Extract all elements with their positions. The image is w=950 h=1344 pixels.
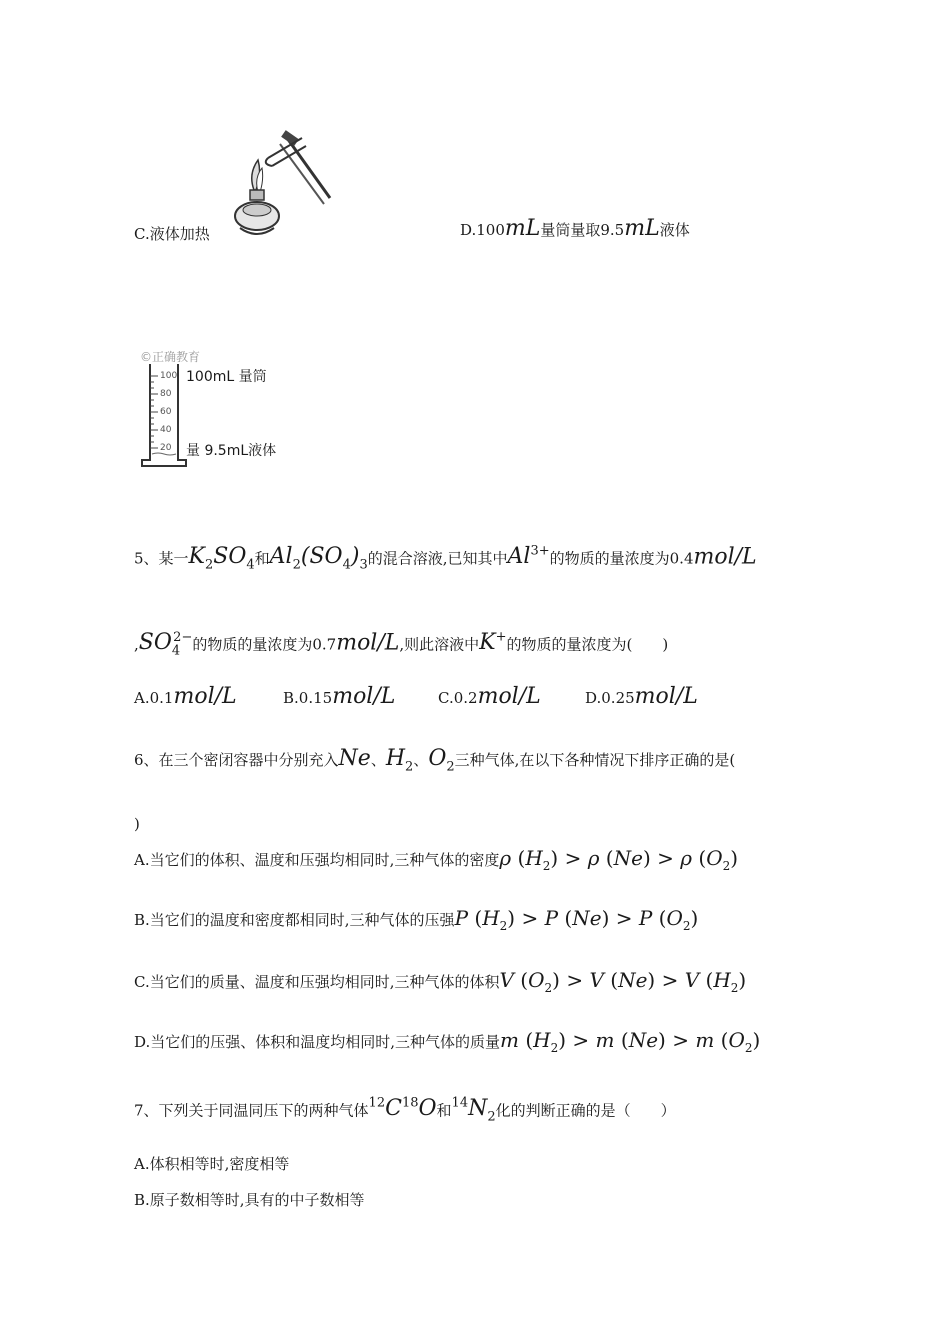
formula-al3plus: $Al^{3+}$ <box>507 544 550 570</box>
q7-option-b: B.原子数相等时,具有的中子数相等 <box>134 1191 365 1209</box>
q5-text-h: 的物质的量浓度为( ) <box>506 635 669 654</box>
cylinder-watermark: ©正确教育 <box>140 350 201 364</box>
q5-stem-line1 <box>134 544 757 573</box>
q6-option-c <box>134 968 746 995</box>
q6-sep-1: 、 <box>370 751 386 769</box>
q5-option-c-label: C.0.2 <box>438 689 478 707</box>
q4-option-c-label: C.液体加热 <box>134 225 210 243</box>
q6-option-b-formula: P $(H_2) > P$ (Ne) > P $(O_2)$ <box>454 906 699 933</box>
q6-stem-line1 <box>134 746 735 774</box>
formula-o2: $O_2$ <box>428 746 455 775</box>
q5-option-a-label: A.0.1 <box>134 689 174 707</box>
q5-option-d <box>585 684 698 709</box>
q4-option-d <box>460 216 690 241</box>
q5-unit-1: mol/L <box>693 544 757 570</box>
q5-option-c <box>438 684 541 709</box>
liquid-heating-apparatus-image <box>232 130 336 242</box>
formula-k2so4: $K_2SO_4$ <box>188 544 255 573</box>
formula-k-plus: K+ <box>479 630 507 656</box>
graduated-cylinder-figure <box>138 348 288 470</box>
cylinder-scale-80: 80 <box>160 389 172 399</box>
q7-text-b: 和 <box>436 1101 452 1120</box>
q6-option-c-formula: V $(O_2) > V$ (Ne) > V $(H_2)$ <box>499 968 747 995</box>
q5-option-d-label: D.0.25 <box>585 689 635 707</box>
q5-text-d: 的物质的量浓度为0.4 <box>549 549 694 568</box>
cylinder-label-bottom: 量 9.5mL液体 <box>186 443 277 459</box>
q5-unit-2: mol/L <box>336 630 400 656</box>
q6-stem-line2: ) <box>134 815 140 833</box>
cylinder-scale-100: 100 <box>160 371 178 381</box>
q5-option-c-unit: mol/L <box>477 684 541 709</box>
q4-option-d-prefix: D.100 <box>460 221 505 239</box>
q5-option-a-unit: mol/L <box>173 684 237 709</box>
q6-option-d-text: D.当它们的压强、体积和温度均相同时,三种气体的质量 <box>134 1033 501 1051</box>
q6-text-a: 6、在三个密闭容器中分别充入 <box>134 751 339 769</box>
q5-text-g: ,则此溶液中 <box>399 635 480 654</box>
formula-al2so43: $Al_2(SO_4)_3$ <box>269 544 368 573</box>
q4-unit-ml-1: mL <box>504 216 541 241</box>
q5-option-d-unit: mol/L <box>634 684 698 709</box>
q6-option-c-text: C.当它们的质量、温度和压强均相同时,三种气体的体积 <box>134 973 500 991</box>
q7-option-a: A.体积相等时,密度相等 <box>134 1155 290 1173</box>
q6-sep-2: 、 <box>413 751 429 769</box>
q6-option-a-formula: ρ $(H_2) > \rho$ (Ne) > ρ $(O_2)$ <box>499 846 739 873</box>
q6-option-b <box>134 906 698 933</box>
q4-unit-ml-2: mL <box>624 216 660 241</box>
q5-option-b <box>283 684 395 709</box>
formula-14n2: $^{14}N_2$ <box>451 1096 496 1125</box>
q6-option-a <box>134 846 738 873</box>
q4-option-c <box>134 224 210 244</box>
cylinder-scale-20: 20 <box>160 443 172 453</box>
q5-text-f: 的物质的量浓度为0.7 <box>192 635 337 654</box>
q6-option-a-text: A.当它们的体积、温度和压强均相同时,三种气体的密度 <box>134 851 500 869</box>
cylinder-scale-40: 40 <box>160 425 172 435</box>
q6-text-b: 三种气体,在以下各种情况下排序正确的是( <box>454 751 736 769</box>
q5-text-a: 5、某一 <box>134 549 189 568</box>
q5-option-b-unit: mol/L <box>332 684 396 709</box>
q5-text-c: 的混合溶液,已知其中 <box>367 549 508 568</box>
q7-text-c: 化的判断正确的是（ ） <box>495 1101 676 1120</box>
cylinder-label-top: 100mL 量筒 <box>186 369 267 385</box>
q5-option-a <box>134 684 237 709</box>
q6-option-b-text: B.当它们的温度和密度都相同时,三种气体的压强 <box>134 911 455 929</box>
q5-text-e: , <box>134 635 139 654</box>
q6-option-d <box>134 1028 760 1055</box>
q7-stem <box>134 1096 676 1125</box>
formula-h2: $H_2$ <box>385 746 414 775</box>
q5-option-b-label: B.0.15 <box>283 689 333 707</box>
formula-12c18o: $^{12}C^{18}O$ <box>368 1096 437 1122</box>
q5-stem-line2 <box>134 630 668 659</box>
formula-ne: Ne <box>338 746 371 771</box>
q5-text-b: 和 <box>254 549 270 568</box>
cylinder-scale-60: 60 <box>160 407 172 417</box>
formula-so4-2minus: $SO_4^{2-}$ <box>138 630 193 659</box>
q7-text-a: 7、下列关于同温同压下的两种气体 <box>134 1101 369 1120</box>
q6-option-d-formula: m $(H_2) > m$ (Ne) > m $(O_2)$ <box>500 1028 761 1055</box>
q4-option-d-mid: 量筒量取9.5 <box>540 221 625 239</box>
q4-option-d-suffix: 液体 <box>659 221 690 239</box>
